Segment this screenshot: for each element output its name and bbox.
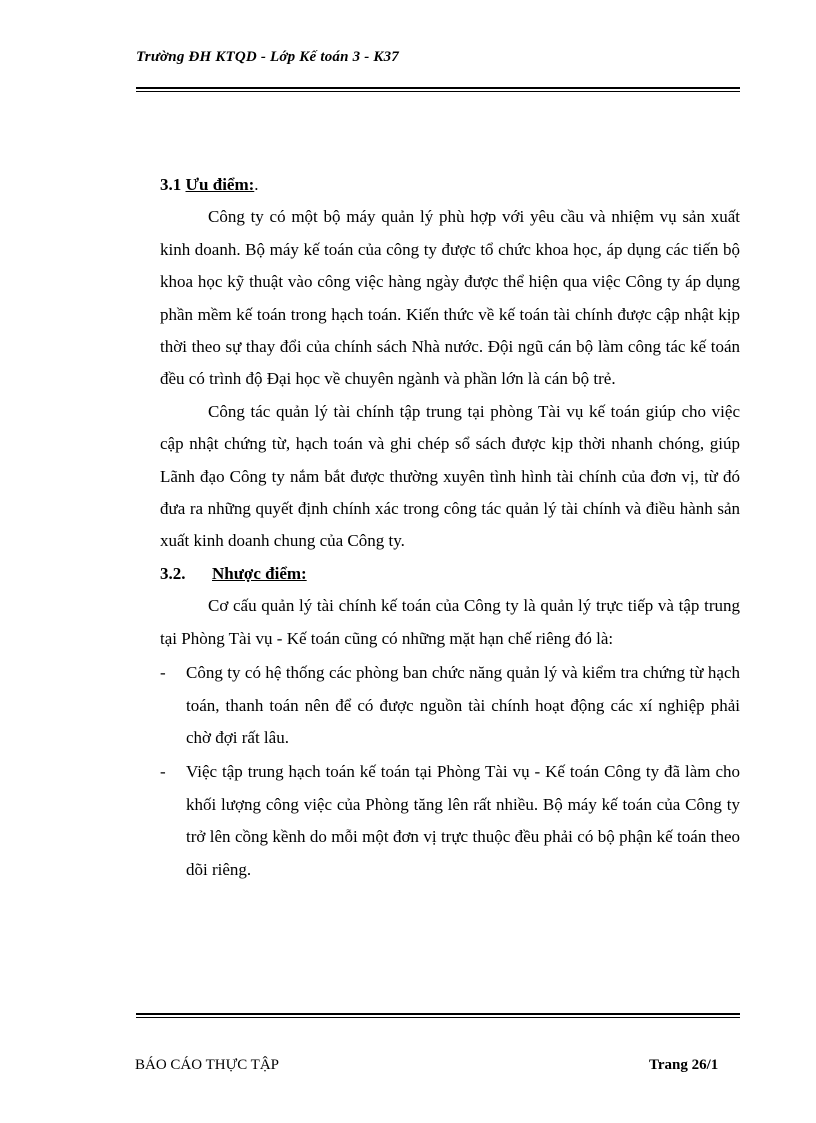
footer-rule-thin: [136, 1017, 740, 1018]
header-rule-thin: [136, 91, 740, 92]
list-item: [160, 657, 740, 754]
header-rule-thick: [136, 87, 740, 89]
section-title-suffix: .: [254, 175, 259, 194]
list-item-text: Công ty có hệ thống các phòng ban chức năng quản lý và kiểm tra chứng từ hạch toán, thanh toán nên để có được nguồn tài chính hoạt động các xí nghiệp phải chờ đợi rất lâu.: [186, 663, 740, 747]
page-body: [160, 169, 740, 886]
section-heading-advantages: [160, 169, 740, 201]
page-number: Trang 26/1: [649, 1057, 719, 1073]
footer-report-title: BÁO CÁO THỰC TẬP: [135, 1057, 280, 1073]
section-title: Ưu điểm:: [185, 175, 255, 194]
section-number: 3.1: [160, 175, 182, 194]
paragraph: Công ty có một bộ máy quản lý phù hợp với yêu cầu và nhiệm vụ sản xuất kinh doanh. Bộ máy kế toán của công ty được tổ chức khoa học, áp dụng các tiến bộ khoa học kỹ thuật vào công việc hàng ngày được thể hiện qua việc Công ty áp dụng phần mềm kế toán trong hạch toán. Kiến thức về kế toán tài chính được cập nhật kịp thời theo sự thay đổi của chính sách Nhà nước. Đội ngũ cán bộ làm công tác kế toán đều có trình độ Đại học về chuyên ngành và phần lớn là cán bộ trẻ.: [160, 207, 740, 389]
paragraph: Cơ cấu quản lý tài chính kế toán của Công ty là quản lý trực tiếp và tập trung tại Phòng Tài vụ - Kế toán cũng có những mặt hạn chế riêng đó là:: [160, 596, 740, 648]
footer-rule-thick: [136, 1013, 740, 1015]
list-item-text: Việc tập trung hạch toán kế toán tại Phòng Tài vụ - Kế toán Công ty đã làm cho khối lượng công việc của Phòng tăng lên rất nhiều. Bộ máy kế toán của Công ty trở lên cồng kềnh do mỗi một đơn vị trực thuộc đều phải có bộ phận kế toán theo dõi riêng.: [186, 762, 740, 879]
header-text: Trường ĐH KTQD - Lớp Kế toán 3 - K37: [136, 49, 399, 65]
section-heading-disadvantages: [160, 558, 740, 590]
section-number: 3.2.: [160, 563, 186, 583]
list-item: [160, 756, 740, 886]
paragraph: Công tác quản lý tài chính tập trung tại phòng Tài vụ kế toán giúp cho việc cập nhật chứng từ, hạch toán và ghi chép sổ sách được kịp thời nhanh chóng, giúp Lãnh đạo Công ty nắm bắt được thường xuyên tình hình tài chính của đơn vị, từ đó đưa ra những quyết định chính xác trong công tác quản lý tài chính và điều hành sản xuất kinh doanh chung của Công ty.: [160, 401, 740, 551]
section-title: Nhược điểm:: [212, 563, 307, 583]
bullet-marker: -: [160, 762, 166, 782]
bullet-marker: -: [160, 663, 166, 683]
